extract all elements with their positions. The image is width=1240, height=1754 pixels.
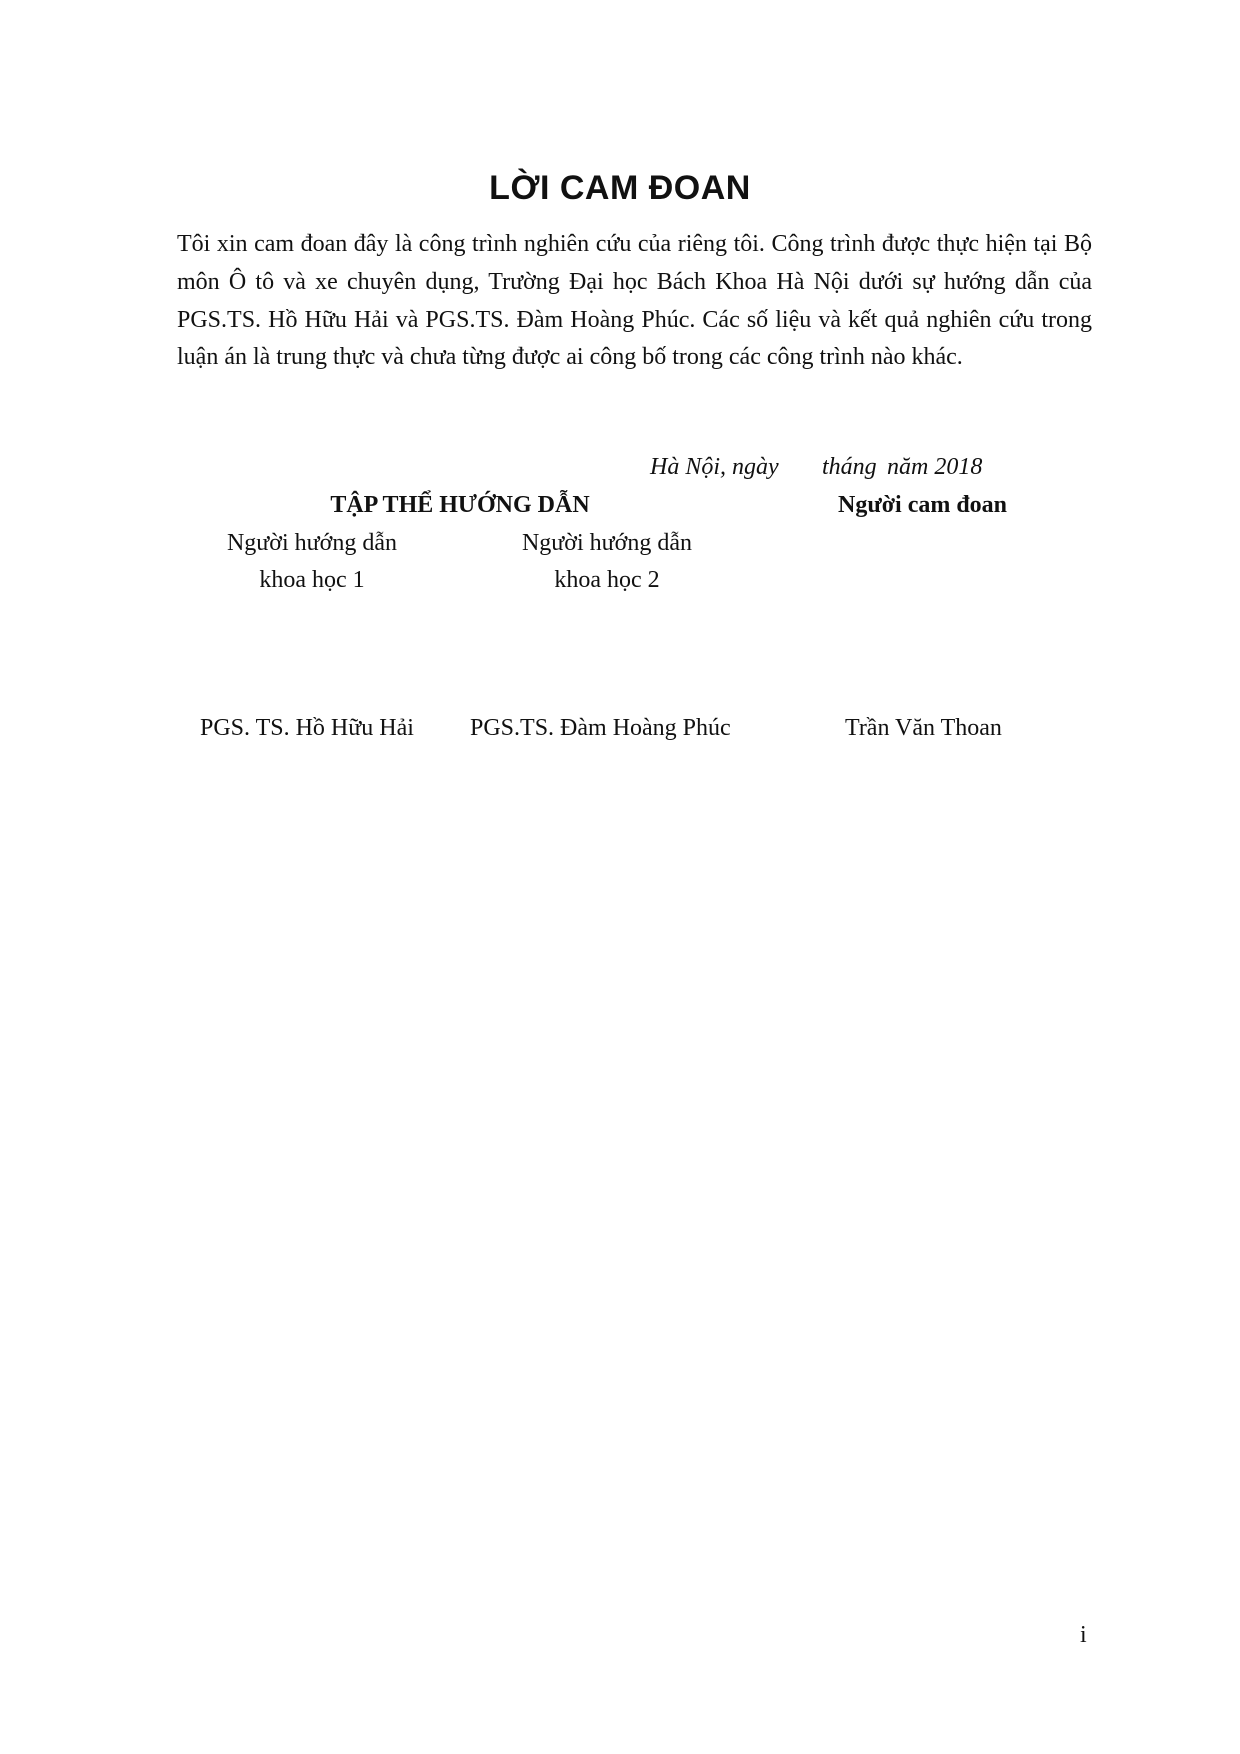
declarant-name: Trần Văn Thoan	[845, 715, 1002, 741]
declarant-heading: Người cam đoan	[838, 492, 1008, 518]
advisor-1-name: PGS. TS. Hồ Hữu Hải	[200, 715, 414, 741]
advisor-1-role-line1: Người hướng dẫn	[226, 530, 398, 556]
advisor-2-name: PGS.TS. Đàm Hoàng Phúc	[470, 715, 731, 741]
advisor-2-role	[472, 525, 742, 599]
date-year: năm 2018	[887, 454, 983, 480]
advisors-heading: TẬP THỂ HƯỚNG DẪN	[330, 492, 590, 518]
date-line	[650, 452, 982, 482]
advisor-1-role-line2: khoa học 1	[259, 567, 365, 593]
advisor-2-role-line2: khoa học 2	[554, 567, 660, 593]
date-month: tháng	[822, 454, 877, 480]
page-number: i	[1080, 1622, 1087, 1648]
date-place-day: Hà Nội, ngày	[650, 454, 779, 480]
advisor-1-role	[177, 525, 447, 599]
page-title: LỜI CAM ĐOAN	[489, 169, 751, 207]
declaration-paragraph: Tôi xin cam đoan đây là công trình nghiên cứu của riêng tôi. Công trình được thực hiện tại Bộ môn Ô tô và xe chuyên dụng, Trường Đại học Bách Khoa Hà Nội dưới sự hướng dẫn của PGS.TS. Hồ Hữu Hải và PGS.TS. Đàm Hoàng Phúc. Các số liệu và kết quả nghiên cứu trong luận án là trung thực và chưa từng được ai công bố trong các công trình nào khác.	[177, 231, 1092, 371]
advisor-2-role-line1: Người hướng dẫn	[521, 530, 693, 556]
